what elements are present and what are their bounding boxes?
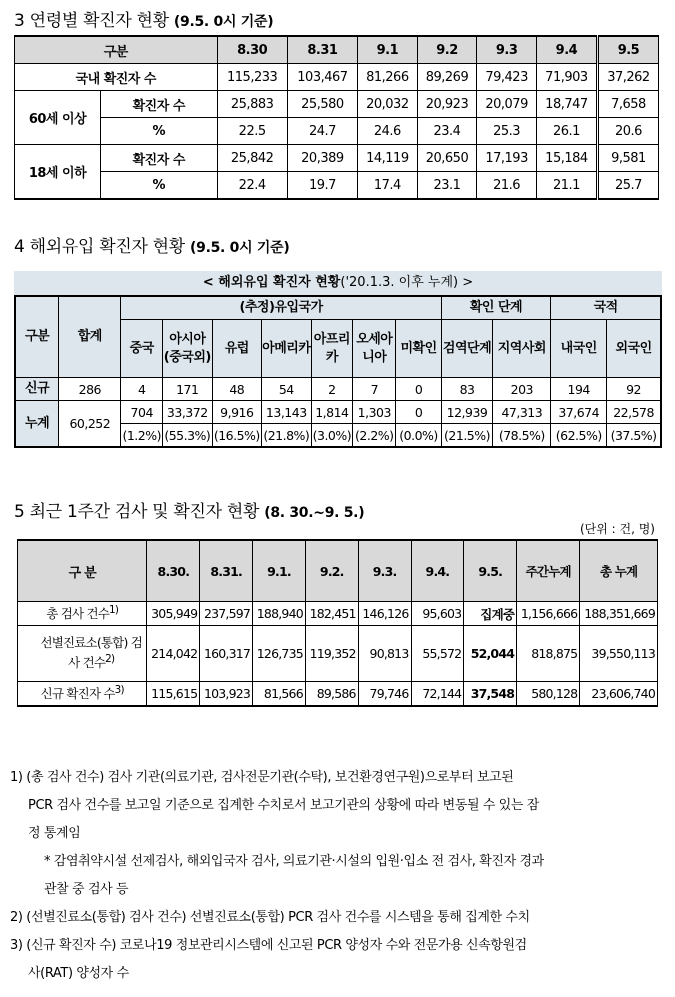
pct-label: % — [101, 172, 218, 200]
cell: 23.1 — [417, 172, 477, 200]
cell: 47,313 — [493, 401, 551, 424]
cell: 18,747 — [536, 91, 597, 118]
cell: 20,079 — [477, 91, 537, 118]
footnote-line: * 감염취약시설 선제검사, 해외입국자 검사, 의료기관·시설의 입원·입소 전 검사, 확진자 경과 — [44, 854, 544, 869]
footnote-mark: 1) — [109, 604, 119, 617]
cell: 115,233 — [217, 64, 287, 91]
row-label-text: 총 검사 건수 — [46, 606, 110, 622]
head-country: 아프리카 — [311, 320, 353, 378]
head-gubun: 구분 — [15, 296, 59, 378]
cell: (62.5%) — [551, 424, 607, 448]
cell: 237,597 — [200, 602, 253, 626]
cell: (16.5%) — [212, 424, 262, 448]
cell: (2.2%) — [353, 424, 396, 448]
footnotes — [10, 764, 660, 988]
cell: 146,126 — [358, 602, 411, 626]
cell: 52,044 — [464, 626, 517, 682]
cell: 92 — [607, 378, 661, 401]
cell: 37,674 — [551, 401, 607, 424]
cell: 13,143 — [262, 401, 312, 424]
table-row — [15, 64, 659, 91]
weekly-head: 9.1. — [253, 540, 306, 602]
cell: 0 — [396, 401, 441, 424]
weekly-head: 총 누계 — [580, 540, 658, 602]
cell: 23.4 — [417, 118, 477, 145]
footnote-line: 정 통계임 — [28, 826, 81, 841]
cell: 21.6 — [477, 172, 537, 200]
cell: 89,586 — [305, 682, 358, 706]
section3-heading: 3 연령별 확진자 현황 — [14, 11, 169, 31]
cell: 119,352 — [305, 626, 358, 682]
weekly-head: 9.3. — [358, 540, 411, 602]
weekly-head: 8.30. — [147, 540, 200, 602]
cell: 37,262 — [597, 64, 658, 91]
cell: 81,566 — [253, 682, 306, 706]
cell: 54 — [262, 378, 312, 401]
footnote-mark: 2) — [105, 653, 115, 666]
cell: 160,317 — [200, 626, 253, 682]
cell: 집계중 — [464, 602, 517, 626]
cell: 214,042 — [147, 626, 200, 682]
age-table-head: 9.1 — [358, 36, 418, 64]
section5-heading: 5 최근 1주간 검사 및 확진자 현황 — [14, 502, 260, 522]
cases-label: 확진자 수 — [101, 145, 218, 172]
cases-label: 확진자 수 — [101, 91, 218, 118]
cell: 21.1 — [536, 172, 597, 200]
weekly-head: 주간누계 — [517, 540, 580, 602]
footnote-line: PCR 검사 건수를 보고일 기준으로 집계한 수치로서 보고기관의 상황에 따라 변동될 수 있는 잠 — [28, 798, 539, 813]
cell: 818,875 — [517, 626, 580, 682]
cell: 286 — [59, 378, 121, 401]
cell: 305,949 — [147, 602, 200, 626]
table-row — [15, 91, 659, 118]
table-row — [15, 118, 659, 145]
head-nat-group: 국적 — [551, 296, 661, 320]
row-label — [18, 626, 147, 682]
cell: 60,252 — [59, 401, 121, 448]
head-total: 합계 — [59, 296, 121, 378]
unit-note: (단위 : 건, 명) — [579, 522, 655, 536]
cell: 20,389 — [287, 145, 357, 172]
table-row — [18, 602, 658, 626]
cell: 17,193 — [477, 145, 537, 172]
age-table-head: 8.30 — [217, 36, 287, 64]
head-country: 유럽 — [212, 320, 262, 378]
age-table-head-gubun: 구분 — [15, 36, 218, 64]
footnote-line: 2) (선별진료소(통합) 검사 건수) 선별진료소(통합) PCR 검사 건수를 시스템을 통해 집계한 수치 — [10, 910, 530, 925]
footnote-mark: 3) — [114, 684, 124, 697]
cell: 2 — [311, 378, 353, 401]
cell: 90,813 — [358, 626, 411, 682]
footnote-line: 1) (총 검사 건수) 검사 기관(의료기관, 검사전문기관(수탁), 보건환경연구원)으로부터 보고된 — [10, 770, 514, 785]
age-table-head: 8.31 — [287, 36, 357, 64]
cell: 188,351,669 — [580, 602, 658, 626]
cell: 115,615 — [147, 682, 200, 706]
overseas-table-wrap — [14, 271, 662, 448]
cell: 20,032 — [358, 91, 418, 118]
cell: 580,128 — [517, 682, 580, 706]
row-label-text: 신규 확진자 수 — [40, 686, 115, 702]
cell: 12,939 — [441, 401, 493, 424]
cell: (55.3%) — [163, 424, 213, 448]
cell: 22.4 — [217, 172, 287, 200]
cell: 24.6 — [358, 118, 418, 145]
cell: 1,814 — [311, 401, 353, 424]
cell: 33,372 — [163, 401, 213, 424]
cell: 14,119 — [358, 145, 418, 172]
row-label — [18, 682, 147, 706]
head-country: 아시아(중국외) — [163, 320, 213, 378]
pct-label: % — [101, 118, 218, 145]
cell: 9,581 — [597, 145, 658, 172]
section3-title — [14, 6, 273, 31]
cell: 20.6 — [597, 118, 658, 145]
cell: 23,606,740 — [580, 682, 658, 706]
cell: 25,883 — [217, 91, 287, 118]
cell: 704 — [121, 401, 163, 424]
caption-note: ('20.1.3. 이후 누계) > — [340, 275, 474, 290]
footnote-line: 3) (신규 확진자 수) 코로나19 정보관리시스템에 신고된 PCR 양성자 수와 전문가용 신속항원검 — [10, 938, 527, 953]
head-country: 미확인 — [396, 320, 441, 378]
age-table-head: 9.3 — [477, 36, 537, 64]
head-stage-group: 확인 단계 — [441, 296, 551, 320]
cell: 22.5 — [217, 118, 287, 145]
new-label: 신규 — [15, 378, 59, 401]
footnote-line: 관찰 중 검사 등 — [44, 882, 129, 897]
head-country: 중국 — [121, 320, 163, 378]
cell: 20,650 — [417, 145, 477, 172]
cell: 103,467 — [287, 64, 357, 91]
cell: (21.5%) — [441, 424, 493, 448]
cell: 103,923 — [200, 682, 253, 706]
cell: 89,269 — [417, 64, 477, 91]
cell: 20,923 — [417, 91, 477, 118]
row-label-text: 선별진료소(통합) 검사 건수 — [40, 635, 142, 671]
table-row — [15, 378, 661, 401]
cell: (3.0%) — [311, 424, 353, 448]
weekly-head: 8.31. — [200, 540, 253, 602]
cell: 81,266 — [358, 64, 418, 91]
overseas-table — [14, 295, 662, 448]
cell: 182,451 — [305, 602, 358, 626]
cell: 194 — [551, 378, 607, 401]
head-country: 오세아니아 — [353, 320, 396, 378]
weekly-head: 9.4. — [411, 540, 464, 602]
cell: 37,548 — [464, 682, 517, 706]
age60-label: 60세 이상 — [15, 91, 101, 145]
cell: 203 — [493, 378, 551, 401]
weekly-table — [17, 539, 658, 707]
cell: 1,303 — [353, 401, 396, 424]
cell: 17.4 — [358, 172, 418, 200]
cell: 79,423 — [477, 64, 537, 91]
head-country-group: (추정)유입국가 — [121, 296, 441, 320]
cell: 83 — [441, 378, 493, 401]
head-stage: 지역사회 — [493, 320, 551, 378]
table-row — [15, 401, 661, 424]
cell: (37.5%) — [607, 424, 661, 448]
table-row — [15, 172, 659, 200]
table-row — [15, 145, 659, 172]
cell: 1,156,666 — [517, 602, 580, 626]
footnote-line: 사(RAT) 양성자 수 — [28, 966, 129, 981]
cell: 48 — [212, 378, 262, 401]
cell: 79,746 — [358, 682, 411, 706]
head-gubun: 구 분 — [18, 540, 147, 602]
domestic-label: 국내 확진자 수 — [15, 64, 218, 91]
caption-text: < 해외유입 확진자 현황 — [202, 275, 341, 290]
cell: 7 — [353, 378, 396, 401]
cell: 26.1 — [536, 118, 597, 145]
cell: (0.0%) — [396, 424, 441, 448]
cell: 72,144 — [411, 682, 464, 706]
cell: 19.7 — [287, 172, 357, 200]
cell: 15,184 — [536, 145, 597, 172]
cell: 39,550,113 — [580, 626, 658, 682]
cell: 24.7 — [287, 118, 357, 145]
weekly-head: 9.5. — [464, 540, 517, 602]
table-row — [18, 626, 658, 682]
table-row — [18, 682, 658, 706]
cell: 4 — [121, 378, 163, 401]
cell: 188,940 — [253, 602, 306, 626]
overseas-caption — [14, 271, 662, 295]
section4-heading: 4 해외유입 확진자 현황 — [14, 237, 185, 257]
section5-title — [14, 497, 364, 522]
cell: 9,916 — [212, 401, 262, 424]
cell: (78.5%) — [493, 424, 551, 448]
age18-label: 18세 이하 — [15, 145, 101, 200]
section4-title — [14, 232, 289, 257]
section5-subtitle: (8. 30.~9. 5.) — [264, 505, 365, 521]
cell: 25,842 — [217, 145, 287, 172]
age-table-head: 9.2 — [417, 36, 477, 64]
cell: 0 — [396, 378, 441, 401]
head-country: 아메리카 — [262, 320, 312, 378]
cell: 22,578 — [607, 401, 661, 424]
cell: 25,580 — [287, 91, 357, 118]
cell: 7,658 — [597, 91, 658, 118]
row-label — [18, 602, 147, 626]
age-table-head: 9.5 — [597, 36, 658, 64]
head-nat: 외국인 — [607, 320, 661, 378]
head-stage: 검역단계 — [441, 320, 493, 378]
cell: 25.7 — [597, 172, 658, 200]
cell: 171 — [163, 378, 213, 401]
cum-label: 누계 — [15, 401, 59, 448]
weekly-head: 9.2. — [305, 540, 358, 602]
section4-subtitle: (9.5. 0시 기준) — [190, 240, 290, 256]
cell: (1.2%) — [121, 424, 163, 448]
age-table — [14, 35, 659, 200]
cell: 55,572 — [411, 626, 464, 682]
cell: 126,735 — [253, 626, 306, 682]
cell: 95,603 — [411, 602, 464, 626]
age-table-head: 9.4 — [536, 36, 597, 64]
section3-subtitle: (9.5. 0시 기준) — [173, 14, 274, 30]
cell: 71,903 — [536, 64, 597, 91]
cell: (21.8%) — [262, 424, 312, 448]
cell: 25.3 — [477, 118, 537, 145]
head-nat: 내국인 — [551, 320, 607, 378]
